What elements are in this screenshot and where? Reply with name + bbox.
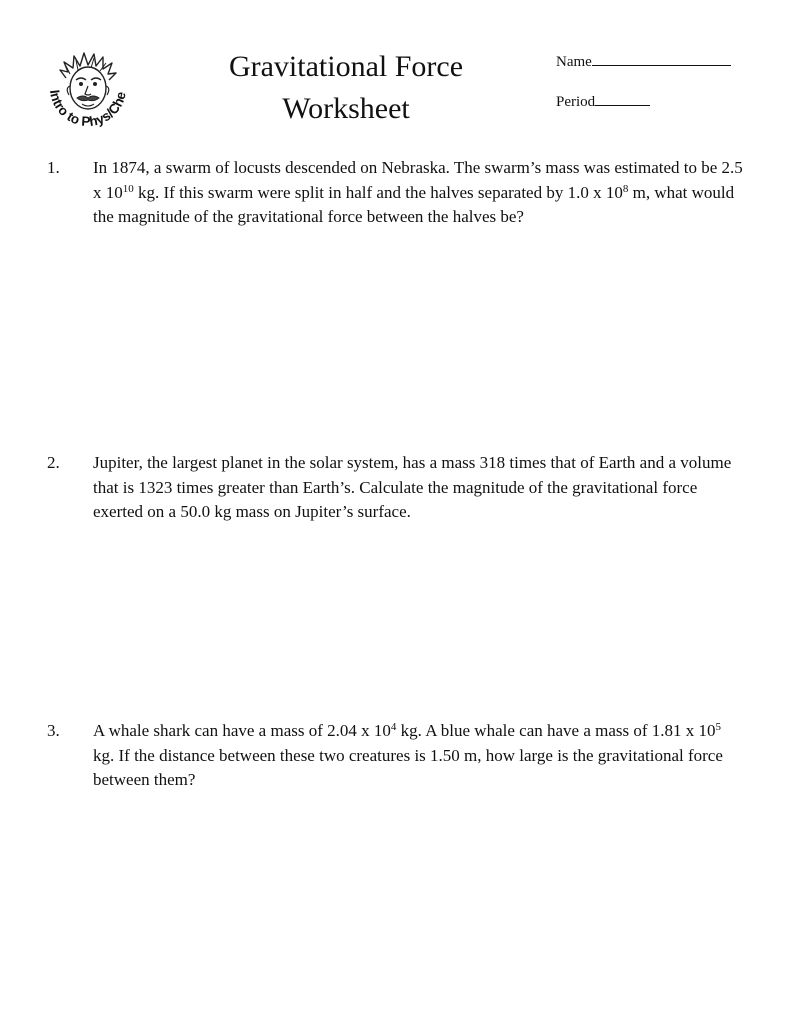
exponent: 5 (715, 721, 722, 733)
einstein-caricature-icon (36, 44, 140, 144)
question-text: A whale shark can have a mass of 2.04 x $10^4$ kg. A blue whale can have a mass of 1.81 x $10^5$ kg. If the distance between these two creatures is 1.50 m, how large is the gravitational force between them? (93, 721, 723, 789)
period-field[interactable] (556, 91, 650, 111)
question-number: 2. (47, 453, 60, 472)
exponent: 4 (390, 721, 397, 733)
question-number: 1. (47, 158, 60, 177)
question-number: 3. (47, 721, 60, 740)
name-field[interactable] (556, 51, 731, 71)
question-text: Jupiter, the largest planet in the solar system, has a mass 318 times that of Earth and a volume that is 1323 times greater than Earth’s. Calculate the magnitude of the gravitational force exerted on a 50.0 kg mass on Jupiter’s surface. (93, 453, 732, 521)
exponent: 8 (622, 182, 629, 195)
name-blank-line[interactable] (592, 51, 731, 66)
worksheet-title (196, 46, 496, 130)
einstein-logo (36, 44, 140, 144)
period-blank-line[interactable] (595, 91, 650, 106)
period-label: Period (556, 94, 596, 110)
title-line-1: Gravitational Force (228, 50, 464, 83)
title-line-2: Worksheet (282, 92, 410, 125)
svg-text:Intro to Phys/Chem: Intro to Phys/Che (47, 89, 129, 130)
name-label: Name (556, 54, 592, 70)
exponent: 10 (122, 182, 134, 195)
question-text: In 1874, a swarm of locusts descended on Nebraska. The swarm’s mass was estimated to be 2.5 x $10^{10}$ kg. If this swarm were split in half and the halves separated by 1.0 x $10^8$ m, what would the magnitude of the gravitational force between the halves be? (93, 158, 743, 226)
